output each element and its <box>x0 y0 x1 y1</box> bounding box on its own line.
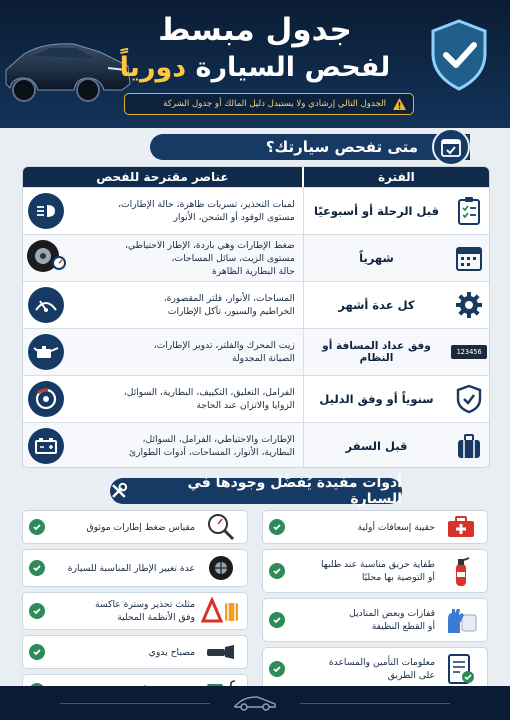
check-icon <box>269 519 285 535</box>
items-line: الفرامل، التعليق، التكييف، البطارية، السوائل، <box>123 387 295 398</box>
items-line: حالة البطارية الظاهرة <box>211 265 295 277</box>
tools-icon <box>110 482 128 500</box>
warning-icon <box>392 97 407 111</box>
items-line: الزوايا والاتزان عند الحاجة <box>196 400 295 411</box>
period-cell: شهرياً <box>359 251 394 265</box>
shield-check-icon <box>428 18 490 92</box>
items-cell <box>69 235 304 281</box>
oil-can-icon <box>28 334 64 370</box>
page-title-line1: جدول مبسط <box>158 12 352 48</box>
calendar-check-icon <box>432 128 470 166</box>
odometer-icon: 123456 <box>451 345 487 359</box>
gloves-icon <box>441 605 481 635</box>
check-icon <box>269 661 285 677</box>
table-row <box>23 422 489 468</box>
fire-extinguisher-icon <box>441 556 481 586</box>
items-line: مستوى الوقود أو الشحن، الأنوار <box>173 212 295 223</box>
section-useful-tools <box>110 475 402 507</box>
tool-label: عدة تغيير الإطار المناسبة للسيارة <box>67 562 195 574</box>
warning-triangle-icon <box>201 596 241 626</box>
period-cell: قبل الرحلة أو أسبوعيًا <box>314 204 439 218</box>
check-icon <box>29 644 45 660</box>
items-cell <box>69 423 304 468</box>
header-banner <box>0 0 510 128</box>
list-item <box>262 510 488 544</box>
tool-label: أو القطع النظيفة <box>371 621 435 632</box>
items-line: مستوى الزيت، سائل المساحات، <box>171 252 295 264</box>
tool-label: حقيبة إسعافات أولية <box>357 521 435 533</box>
table-row <box>23 187 489 234</box>
check-icon <box>29 560 45 576</box>
disclaimer-banner <box>124 93 414 115</box>
tool-label: أو التوصية بها محليًا <box>361 572 435 583</box>
list-item <box>262 598 488 642</box>
period-cell: كل عدة أشهر <box>338 298 415 312</box>
period-cell: وفق عداد المسافة أو النظام <box>322 340 431 364</box>
list-item <box>262 549 488 593</box>
section-title: متى تفحص سيارتك؟ <box>265 138 418 156</box>
calendar-icon <box>455 244 483 272</box>
table-row <box>23 375 489 422</box>
first-aid-kit-icon <box>441 512 481 542</box>
check-icon <box>29 519 45 535</box>
shield-check-icon <box>456 384 482 414</box>
brake-disc-icon <box>28 381 64 417</box>
section-title: أدوات مفيدة يُفضَّل وجودها في السيارة <box>187 475 402 507</box>
gear-icon <box>455 291 483 319</box>
list-item <box>22 592 248 630</box>
list-item <box>22 549 248 587</box>
section-when-to-check <box>150 134 470 160</box>
tools-list-left <box>22 510 248 708</box>
tool-label: على الطريق <box>387 670 435 681</box>
items-line: ضغط الإطارات وهي باردة، الإطار الاحتياطي، <box>125 239 295 251</box>
car-outline-icon <box>233 694 277 712</box>
items-line: الخراطيم والسيور، تآكل الإطارات <box>167 306 295 317</box>
table-row <box>23 328 489 375</box>
tool-label: مصباح يدوي <box>148 646 195 658</box>
title-prefix: لفحص السيارة <box>195 52 391 83</box>
items-line: البطارية، الأنوار، المساحات، أدوات الطوارئ <box>128 447 295 458</box>
check-icon <box>269 612 285 628</box>
items-cell <box>69 282 304 328</box>
tire-gauge-icon <box>26 236 66 280</box>
check-icon <box>269 563 285 579</box>
period-cell: سنوياً أو وفق الدليل <box>319 392 434 406</box>
period-cell: قبل السفر <box>345 439 408 453</box>
check-icon <box>29 603 45 619</box>
tire-jack-icon <box>201 553 241 583</box>
tool-label: مثلث تحذير وسترة عاكسة <box>94 599 195 610</box>
tool-label: وفق الأنظمة المحلية <box>117 612 195 623</box>
list-item <box>262 647 488 691</box>
items-line: زيت المحرك والفلتر، تدوير الإطارات، <box>153 340 295 351</box>
footer-divider <box>60 703 210 704</box>
items-line: الصيانة المجدولة <box>231 353 295 364</box>
battery-icon <box>28 428 64 464</box>
inspection-schedule-table <box>22 166 490 468</box>
tool-label: مقياس ضغط إطارات موثوق <box>86 521 195 533</box>
tools-list-right <box>262 510 488 691</box>
title-highlight: دورياً <box>119 52 187 83</box>
tool-label: قفازات وبعض المناديل <box>349 608 435 619</box>
items-line: الإطارات والاحتياطي، الفرامل، السوائل، <box>142 434 295 445</box>
suitcase-icon <box>455 432 483 460</box>
items-cell <box>69 188 304 234</box>
footer <box>0 686 510 720</box>
list-item <box>22 635 248 669</box>
pressure-gauge-icon <box>201 512 241 542</box>
items-line: لمبات التحذير، تسربات ظاهرة، حالة الإطارات، <box>118 199 295 210</box>
header-items: عناصر مقترحة للفحص <box>23 167 304 187</box>
footer-divider <box>300 703 450 704</box>
table-row <box>23 234 489 281</box>
wiper-icon <box>28 287 64 323</box>
items-line: المساحات، الأنوار، فلتر المقصورة، <box>163 293 295 304</box>
clipboard-checklist-icon <box>456 196 482 226</box>
headlight-icon <box>28 193 64 229</box>
tool-label: طفاية حريق مناسبة عند طلبها <box>320 559 435 570</box>
insurance-document-icon <box>441 654 481 684</box>
items-cell <box>69 376 304 422</box>
table-header <box>23 167 489 187</box>
tool-label: معلومات التأمين والمساعدة <box>328 657 435 668</box>
disclaimer-text: الجدول التالي إرشادي ولا يستبدل دليل المالك أو جدول الشركة <box>163 99 386 109</box>
header-period: الفترة <box>378 170 415 184</box>
list-item <box>22 510 248 544</box>
items-cell <box>69 329 304 375</box>
table-row <box>23 281 489 328</box>
flashlight-icon <box>201 637 241 667</box>
